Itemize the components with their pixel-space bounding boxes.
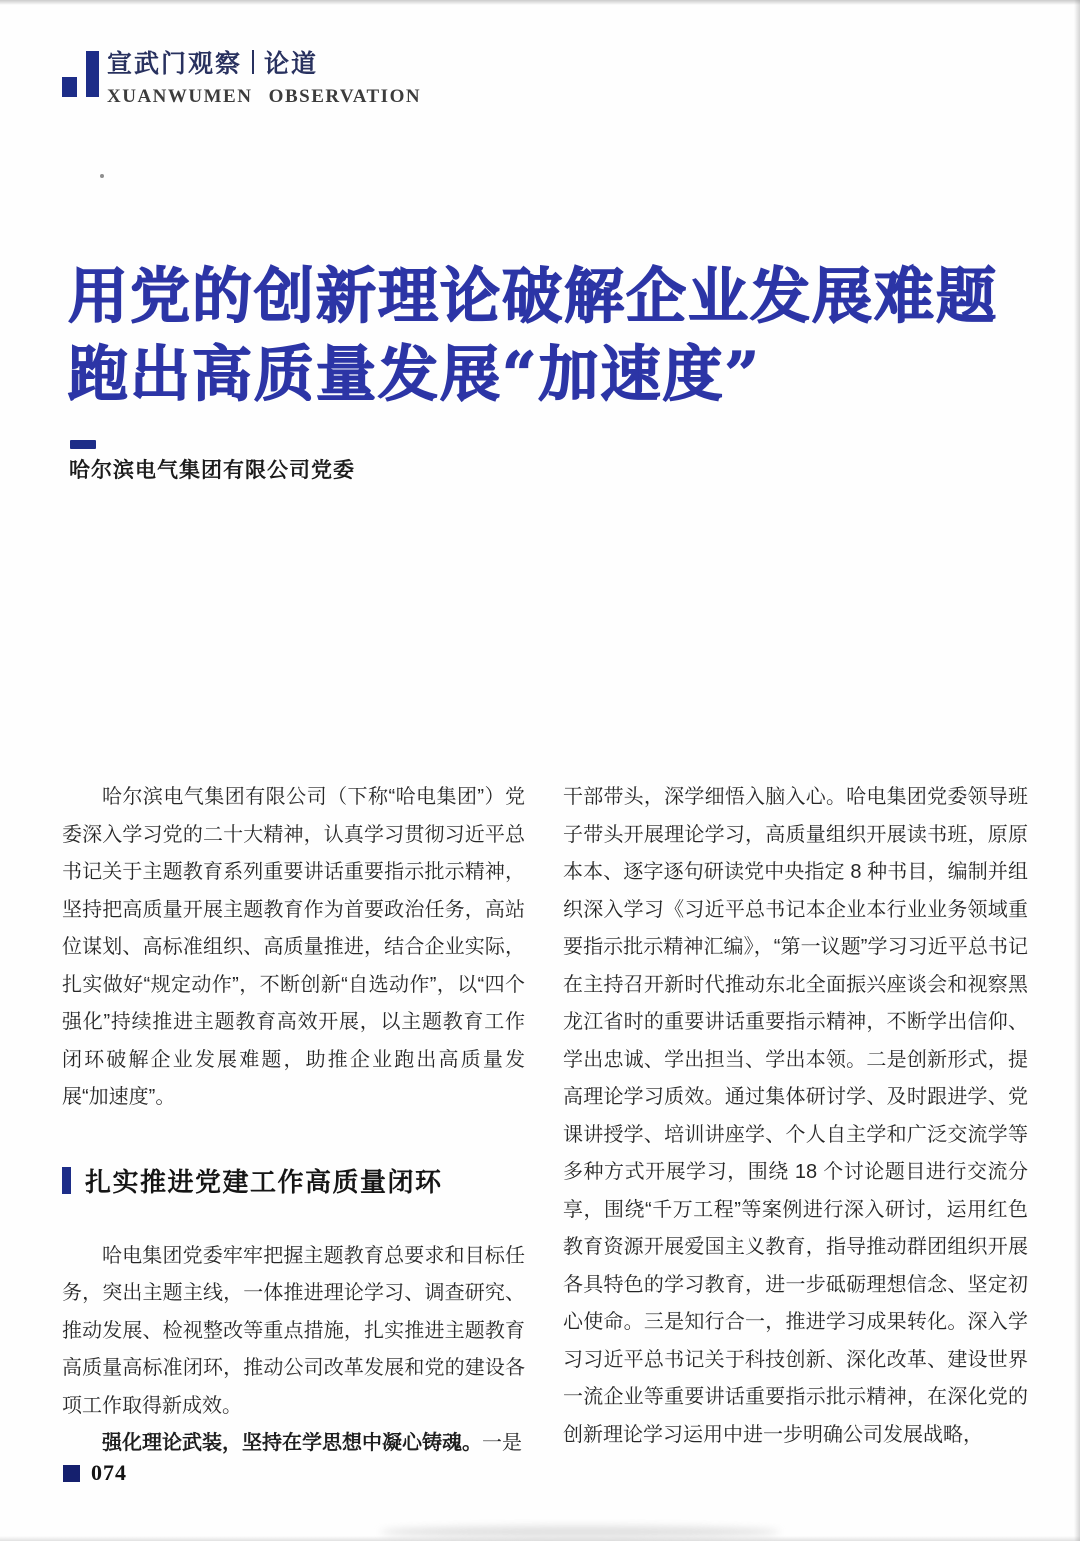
paragraph-continuation: 干部带头，深学细悟入脑入心。哈电集团党委领导班子带头开展理论学习，高质量组织开展读书班，原原本本、逐字逐句研读党中央指定 8 种书目，编制并组织深入学习《习近平总书记本企业本行业业务领域重要指示批示精神汇编》，“第一议题”学习习近平总书记在主持召开新时代推动东北全面振兴座谈会和视察黑龙江省时的重要讲话重要指示精神，不断学出信仰、学出忠诚、学出担当、学出本领。二是创新形式，提高理论学习质效。通过集体研讨学、及时跟进学、党课讲授学、培训讲座学、个人自主学和广泛交流学等多种方式开展学习，围绕 18 个讨论题目进行交流分享，围绕“千万工程”等案例进行深入研讨，运用红色教育资源开展爱国主义教育，指导推动群团组织开展各具特色的学习教育，进一步砥砺理想信念、坚定初心使命。三是知行合一，推进学习成果转化。深入学习习近平总书记关于科技创新、深化改革、建设世界一流企业等重要讲话重要指示批示精神，在深化党的创新理论学习运用中进一步明确公司发展战略， <box>563 786 1028 1446</box>
paragraph-lead-line <box>62 1425 525 1463</box>
brand-title-text: 宣武门观察 <box>107 50 243 78</box>
scan-edge-right <box>1074 0 1080 1541</box>
paragraph-lead-rest: 一是 <box>482 1432 522 1454</box>
scan-edge-top <box>0 0 1080 5</box>
brand-title-cn <box>107 44 421 80</box>
page-number: 074 <box>91 1460 127 1485</box>
brand-logo-icon <box>62 51 99 97</box>
article-title <box>68 258 1028 414</box>
scan-dust-speck <box>100 174 104 178</box>
brand-subtitle-en: XUANWUMEN OBSERVATION <box>107 86 422 107</box>
page-footer <box>63 1460 127 1486</box>
brand-divider <box>252 50 254 74</box>
brand-section-text: 论道 <box>264 50 319 78</box>
paragraph-lead-bold: 强化理论武装，坚持在学思想中凝心铸魂。 <box>102 1432 482 1454</box>
section-heading <box>62 1162 525 1199</box>
brand-block <box>107 44 421 108</box>
right-column <box>563 779 1028 1454</box>
logo-bar-small <box>62 77 77 97</box>
scan-smudge <box>380 1526 780 1538</box>
paragraph-intro: 哈尔滨电气集团有限公司（下称“哈电集团”）党委深入学习党的二十大精神，认真学习贯彻习近平总书记关于主题教育系列重要讲话重要指示批示精神，坚持把高质量开展主题教育作为首要政治任务，高站位谋划、高标准组织、高质量推进，结合企业实际，扎实做好“规定动作”，不断创新“自选动作”，以“四个强化”持续推进主题教育高效开展，以主题教育工作闭环破解企业发展难题，助推企业跑出高质量发展“加速度”。 <box>62 786 525 1108</box>
byline: 哈尔滨电气集团有限公司党委 <box>69 459 355 482</box>
section-heading-text: 扎实推进党建工作高质量闭环 <box>85 1167 443 1197</box>
heading-bar-icon <box>62 1167 71 1194</box>
left-column <box>62 779 525 1463</box>
paragraph-body: 哈电集团党委牢牢把握主题教育总要求和目标任务，突出主题主线，一体推进理论学习、调查研究、推动发展、检视整改等重点措施，扎实推进主题教育高质量高标准闭环，推动公司改革发展和党的建设各项工作取得新成效。 <box>62 1244 525 1417</box>
author-dash-icon <box>70 440 96 449</box>
article-title-line2: 跑出高质量发展“加速度” <box>68 340 762 410</box>
article-title-line1: 用党的创新理论破解企业发展难题 <box>68 262 998 332</box>
page-marker-icon <box>63 1465 80 1482</box>
logo-bar-tall <box>86 51 99 97</box>
